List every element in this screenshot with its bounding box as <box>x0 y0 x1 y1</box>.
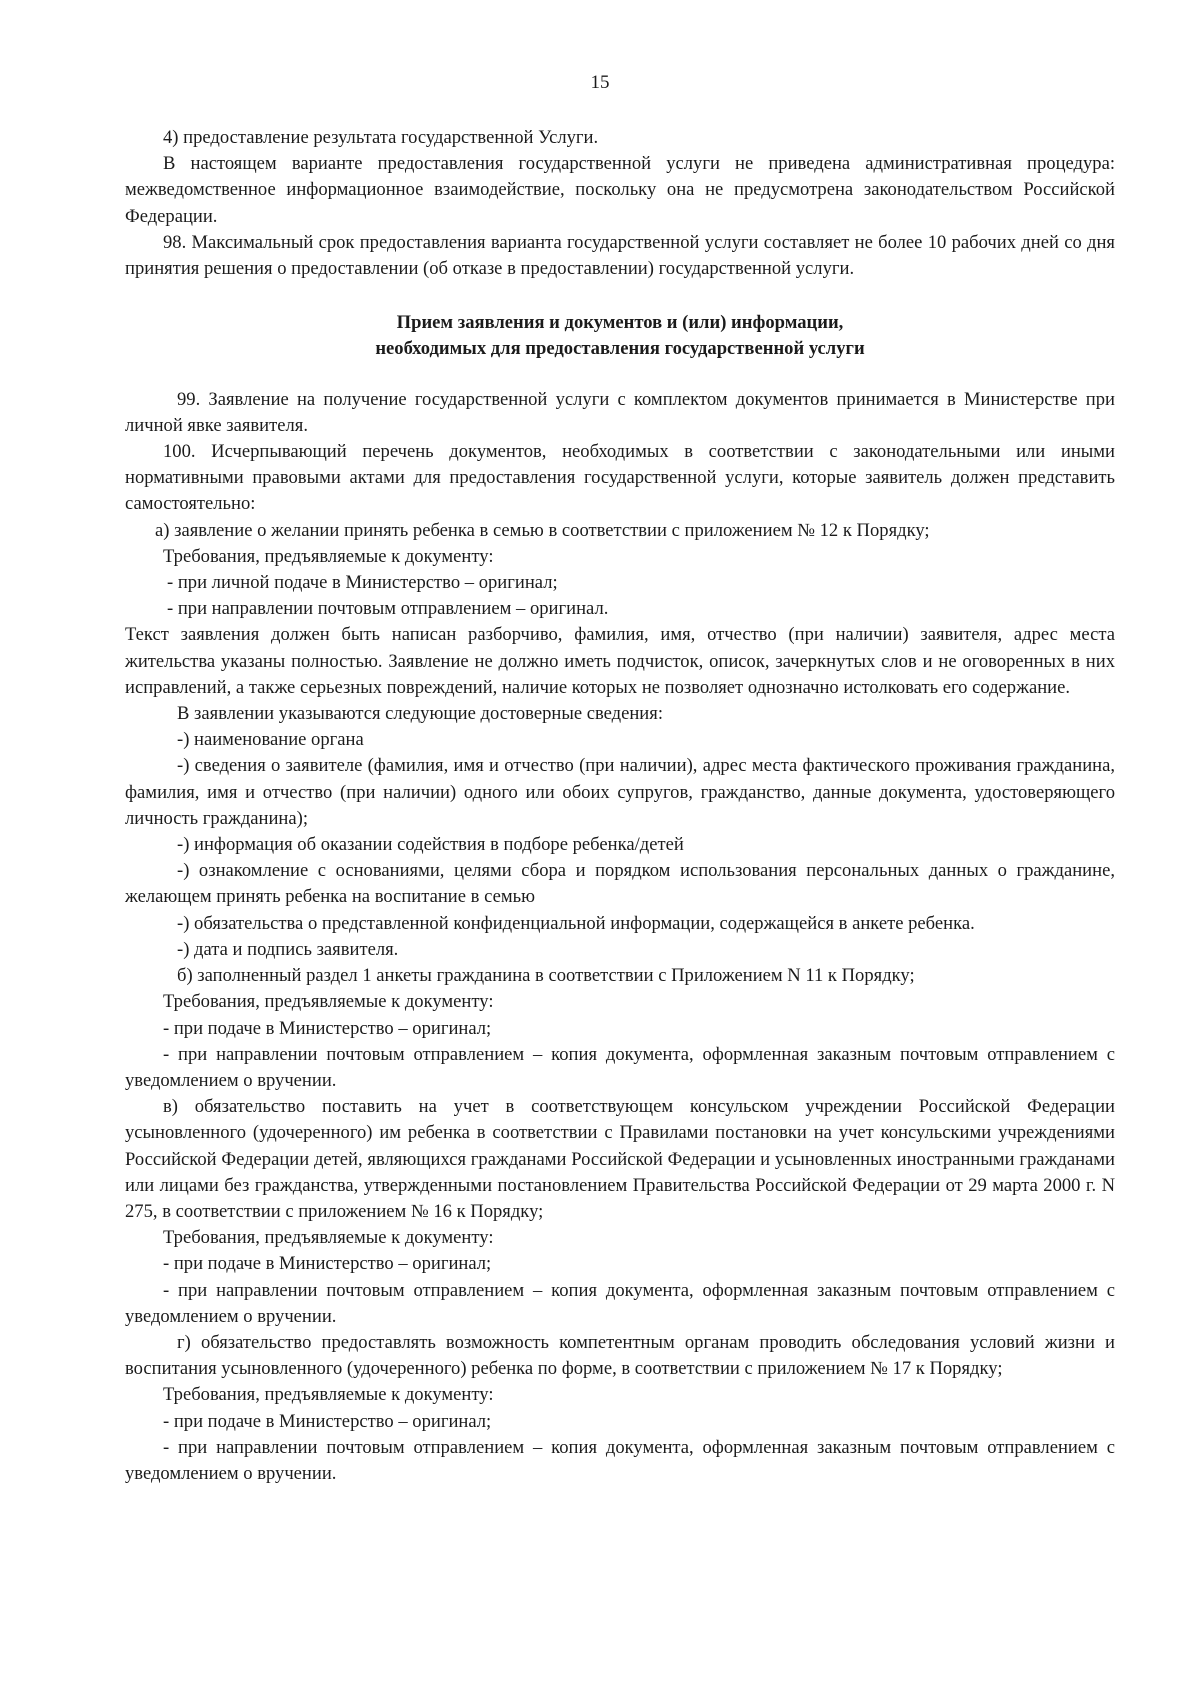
list-item: а) заявление о желании принять ребенка в семью в соответствии с приложением № 12 к Порядку; <box>155 519 930 541</box>
paragraph: Текст заявления должен быть написан разборчиво, фамилия, имя, отчество (при наличии) заявителя, адрес места жительства указаны полностью. Заявление не должно иметь подчисток, описок, зачеркнутых слов и не оговоренных в них исправлений, а также серьезных повреждений, наличие которых не позволяет однозначно истолковать его содержание. <box>125 624 1115 698</box>
paragraph: 100. Исчерпывающий перечень документов, необходимых в соответствии с законодательными или иными нормативными правовыми актами для предоставления государственной услуги, которые заявитель должен представить самостоятельно: <box>125 441 1115 515</box>
document-body <box>125 125 1115 1487</box>
list-item: б) заполненный раздел 1 анкеты гражданина в соответствии с Приложением N 11 к Порядку; <box>177 965 915 987</box>
paragraph: Требования, предъявляемые к документу: <box>163 1227 494 1249</box>
paragraph: 4) предоставление результата государственной Услуги. <box>163 127 599 148</box>
list-item: -) ознакомление с основаниями, целями сбора и порядком использования персональных данных о гражданине, желающем принять ребенка на воспитание в семью <box>125 860 1115 908</box>
list-item: - при направлении почтовым отправлением – копия документа, оформленная заказным почтовым отправлением с уведомлением о вручении. <box>125 1279 1115 1327</box>
list-item: - при личной подаче в Министерство – оригинал; <box>167 572 558 594</box>
section-heading <box>125 310 1115 362</box>
list-item: - при направлении почтовым отправлением – оригинал. <box>167 598 609 620</box>
list-item: -) сведения о заявителе (фамилия, имя и отчество (при наличии), адрес места фактического проживания гражданина, фамилия, имя и отчество (при наличии) одного или обоих супругов, гражданство, данные документа, удостоверяющего личность гражданина); <box>125 755 1115 829</box>
list-item: - при направлении почтовым отправлением – копия документа, оформленная заказным почтовым отправлением с уведомлением о вручении. <box>125 1436 1115 1484</box>
paragraph: Требования, предъявляемые к документу: <box>163 991 494 1013</box>
paragraph: Требования, предъявляемые к документу: <box>163 1384 494 1406</box>
list-item: - при подаче в Министерство – оригинал; <box>163 1253 492 1275</box>
paragraph: Требования, предъявляемые к документу: <box>163 545 494 567</box>
list-item: -) дата и подпись заявителя. <box>177 938 399 960</box>
list-item: -) наименование органа <box>177 729 364 751</box>
list-item: - при подаче в Министерство – оригинал; <box>163 1410 492 1432</box>
list-item: - при направлении почтовым отправлением – копия документа, оформленная заказным почтовым отправлением с уведомлением о вручении. <box>125 1043 1115 1091</box>
list-item: г) обязательство предоставлять возможность компетентным органам проводить обследования условий жизни и воспитания усыновленного (удочеренного) ребенка по форме, в соответствии с приложением № 17 к Порядку; <box>125 1331 1115 1380</box>
page-number: 15 <box>590 72 610 93</box>
paragraph: 99. Заявление на получение государственной услуги с комплектом документов принимается в Министерстве при личной явке заявителя. <box>125 388 1115 436</box>
paragraph: В настоящем варианте предоставления государственной услуги не приведена административная процедура: межведомственное информационное взаимодействие, поскольку она не предусмотрена законодательством Российской Федерации. <box>125 153 1115 227</box>
list-item: -) обязательства о представленной конфиденциальной информации, содержащейся в анкете ребенка. <box>177 912 975 934</box>
heading-line: Прием заявления и документов и (или) информации, <box>396 312 844 334</box>
list-item: - при подаче в Министерство – оригинал; <box>163 1017 492 1039</box>
heading-line: необходимых для предоставления государственной услуги <box>375 338 865 360</box>
list-item: в) обязательство поставить на учет в соответствующем консульском учреждении Российской Федерации усыновленного (удочеренного) им ребенка в соответствии с Правилами постановки на учет консульскими учреждениями Российской Федерации детей, являющихся гражданами Российской Федерации и усыновленных иностранными гражданами или лицами без гражданства, утвержденными постановлением Правительства Российской Федерации от 29 марта 2000 г. N 275, в соответствии с приложением № 16 к Порядку; <box>125 1096 1115 1222</box>
list-item: -) информация об оказании содействия в подборе ребенка/детей <box>177 834 684 856</box>
paragraph: В заявлении указываются следующие достоверные сведения: <box>177 703 663 725</box>
paragraph: 98. Максимальный срок предоставления варианта государственной услуги составляет не более 10 рабочих дней со дня принятия решения о предоставлении (об отказе в предоставлении) государственной услуги. <box>125 231 1115 280</box>
